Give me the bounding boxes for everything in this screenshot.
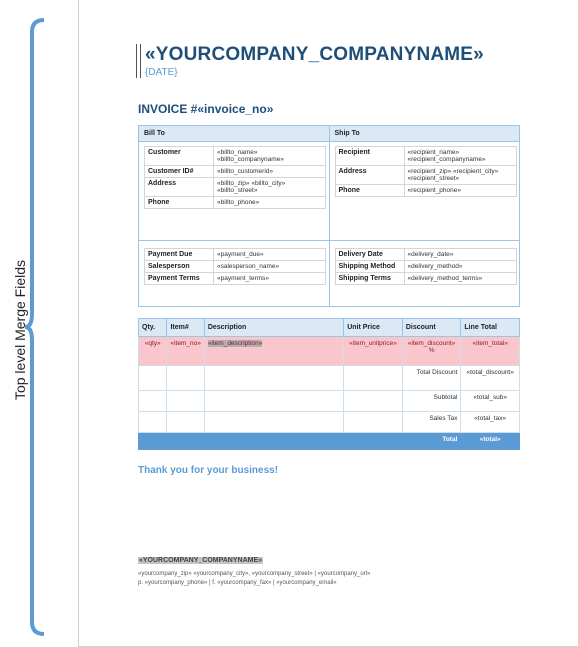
total-value: «total» [461,433,520,450]
thank-you-message: Thank you for your business! [138,465,279,476]
field-value: «billto_customerid» [214,166,326,178]
field-value: «billto_name» «billto_companyname» [214,147,326,166]
table-row [335,249,516,261]
field-value: «billto_phone» [214,197,326,209]
invoice-page [78,0,578,647]
summary-value: «total_sub» [461,391,520,412]
field-label: Phone [145,197,214,209]
field-label: Salesperson [145,261,214,273]
footer-company-name: «YOURCOMPANY_COMPANYNAME» [139,557,263,564]
summary-value: «total_tax» [461,412,520,433]
col-header-discount: Discount [402,319,461,337]
title-accent-bar [136,44,141,78]
footer-contact-line: p. «yourcompany_phone» | f. «yourcompany_fax» | «yourcompany_email» [138,580,337,586]
total-label: Total [402,433,461,450]
summary-label: Sales Tax [402,412,461,433]
field-value: «billto_zip» «billto_city» «billto_street» [214,178,326,197]
field-label: Payment Terms [145,273,214,285]
col-header-item-no: Item# [167,319,204,337]
summary-label: Subtotal [402,391,461,412]
summary-row [139,412,520,433]
line-items-table [138,318,520,450]
field-label: Shipping Terms [335,273,404,285]
bill-to-header: Bill To [139,126,330,142]
table-row [335,273,516,285]
table-row [145,178,326,197]
footer-address-line: «yourcompany_zip» «yourcompany_city», «yourcompany_street» | «yourcompany_url» [138,571,371,577]
summary-row [139,391,520,412]
outer-label: Top level Merge Fields [12,259,28,401]
item-description-cell [204,337,343,366]
item-unit-price: «item_unitprice» [344,337,403,366]
field-value: «payment_terms» [214,273,326,285]
payment-fields [144,248,326,285]
item-description: «item_description» [207,340,263,347]
invoice-number: INVOICE #«invoice_no» [138,102,274,116]
table-row [335,166,516,185]
field-value: «recipient_name» «recipient_companyname» [404,147,516,166]
summary-row [139,366,520,391]
delivery-fields [335,248,517,285]
company-name: «YOURCOMPANY_COMPANYNAME» [145,44,484,65]
table-row [145,197,326,209]
field-value: «salesperson_name» [214,261,326,273]
ship-to-header: Ship To [329,126,520,142]
field-label: Phone [335,185,404,197]
field-value: «delivery_date» [404,249,516,261]
item-merge-row [139,337,520,366]
field-value: «payment_due» [214,249,326,261]
table-row [145,166,326,178]
table-row [145,147,326,166]
invoice-date: {DATE} [145,67,178,78]
col-header-line-total: Line Total [461,319,520,337]
table-row [335,261,516,273]
field-label: Address [335,166,404,185]
field-label: Address [145,178,214,197]
table-row [335,147,516,166]
table-row [335,185,516,197]
field-value: «recipient_zip» «recipient_city» «recipient_street» [404,166,516,185]
field-label: Payment Due [145,249,214,261]
field-label: Recipient [335,147,404,166]
col-header-qty: Qty. [139,319,167,337]
item-discount: «item_discount» % [402,337,461,366]
ship-to-fields [335,146,517,197]
field-label: Shipping Method [335,261,404,273]
bill-to-fields [144,146,326,209]
field-value: «delivery_method_terms» [404,273,516,285]
total-row [139,433,520,450]
summary-label: Total Discount [402,366,461,391]
item-qty: «qty» [139,337,167,366]
field-label: Delivery Date [335,249,404,261]
address-table [138,125,520,307]
field-label: Customer ID# [145,166,214,178]
table-row [145,273,326,285]
field-value: «recipient_phone» [404,185,516,197]
field-value: «delivery_method» [404,261,516,273]
table-row [145,261,326,273]
item-line-total: «item_total» [461,337,520,366]
col-header-description: Description [204,319,343,337]
table-row [145,249,326,261]
item-number: «item_no» [167,337,204,366]
summary-value: «total_discount» [461,366,520,391]
col-header-unit-price: Unit Price [344,319,403,337]
field-label: Customer [145,147,214,166]
